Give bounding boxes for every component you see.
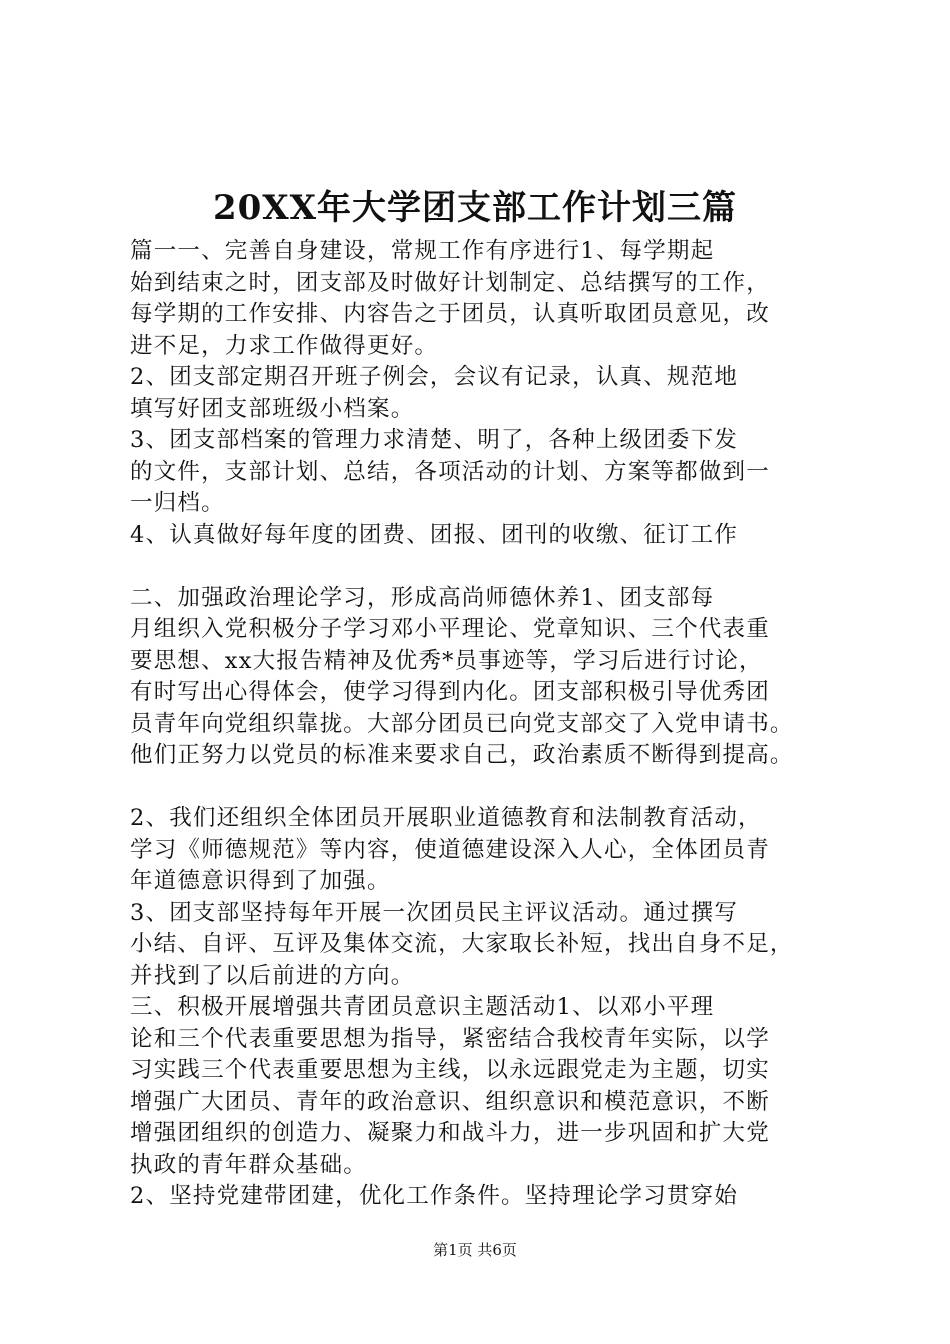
text-line: 的文件，支部计划、总结，各项活动的计划、方案等都做到一	[130, 458, 770, 485]
text-line: 增强广大团员、青年的政治意识、组织意识和模范意识，不断	[130, 1088, 770, 1115]
text-line: 要思想、xx大报告精神及优秀*员事迹等，学习后进行讨论，	[130, 647, 763, 674]
text-line: 每学期的工作安排、内容告之于团员，认真听取团员意见，改	[130, 301, 770, 327]
text-line: 4、认真做好每年度的团费、团报、团刊的收缴、征订工作	[130, 521, 739, 548]
page-footer: 第1页 共6页	[433, 1241, 517, 1259]
text-line: 习实践三个代表重要思想为主线，以永远跟党走为主题，切实	[130, 1057, 770, 1083]
paragraph-gap	[130, 772, 836, 804]
text-line: 填写好团支部班级小档案。	[130, 395, 415, 422]
text-line: 3、团支部档案的管理力求清楚、明了，各种上级团委下发	[130, 427, 739, 453]
text-line: 进不足，力求工作做得更好。	[130, 332, 439, 359]
text-line: 增强团组织的创造力、凝聚力和战斗力，进一步巩固和扩大党	[130, 1120, 770, 1146]
text-line: 论和三个代表重要思想为指导，紧密结合我校青年实际，以学	[130, 1025, 770, 1052]
text-line: 月组织入党积极分子学习邓小平理论、党章知识、三个代表重	[130, 616, 770, 642]
text-line: 执政的青年群众基础。	[130, 1151, 368, 1178]
text-line: 员青年向党组织靠拢。大部分团员已向党支部交了入党申请书。	[130, 710, 794, 737]
text-line: 二、加强政治理论学习，形成高尚师德休养1、团支部每	[130, 584, 715, 611]
text-line: 年道德意识得到了加强。	[130, 868, 391, 894]
document-body	[130, 236, 836, 1213]
text-line: 三、积极开展增强共青团员意识主题活动1、以邓小平理	[130, 994, 715, 1020]
text-line: 2、我们还组织全体团员开展职业道德教育和法制教育活动，	[130, 805, 762, 831]
text-line: 并找到了以后前进的方向。	[130, 962, 415, 989]
paragraph-gap	[130, 551, 836, 583]
text-line: 3、团支部坚持每年开展一次团员民主评议活动。通过撰写	[130, 899, 739, 926]
text-line: 小结、自评、互评及集体交流，大家取长补短，找出自身不足，	[130, 931, 794, 957]
text-line: 一归档。	[130, 490, 225, 516]
text-line: 2、团支部定期召开班子例会，会议有记录，认真、规范地	[130, 364, 739, 390]
text-line: 始到结束之时，团支部及时做好计划制定、总结撰写的工作，	[130, 269, 770, 296]
text-line: 篇一一、完善自身建设，常规工作有序进行1、每学期起	[130, 238, 715, 264]
text-line: 他们正努力以党员的标准来要求自己，政治素质不断得到提高。	[130, 742, 794, 768]
text-line: 2、坚持党建带团建，优化工作条件。坚持理论学习贯穿始	[130, 1183, 739, 1209]
text-line: 学习《师德规范》等内容，使道德建设深入人心，全体团员青	[130, 836, 770, 863]
text-line: 有时写出心得体会，使学习得到内化。团支部积极引导优秀团	[130, 679, 770, 705]
document-title: 20XX年大学团支部工作计划三篇	[212, 188, 738, 228]
